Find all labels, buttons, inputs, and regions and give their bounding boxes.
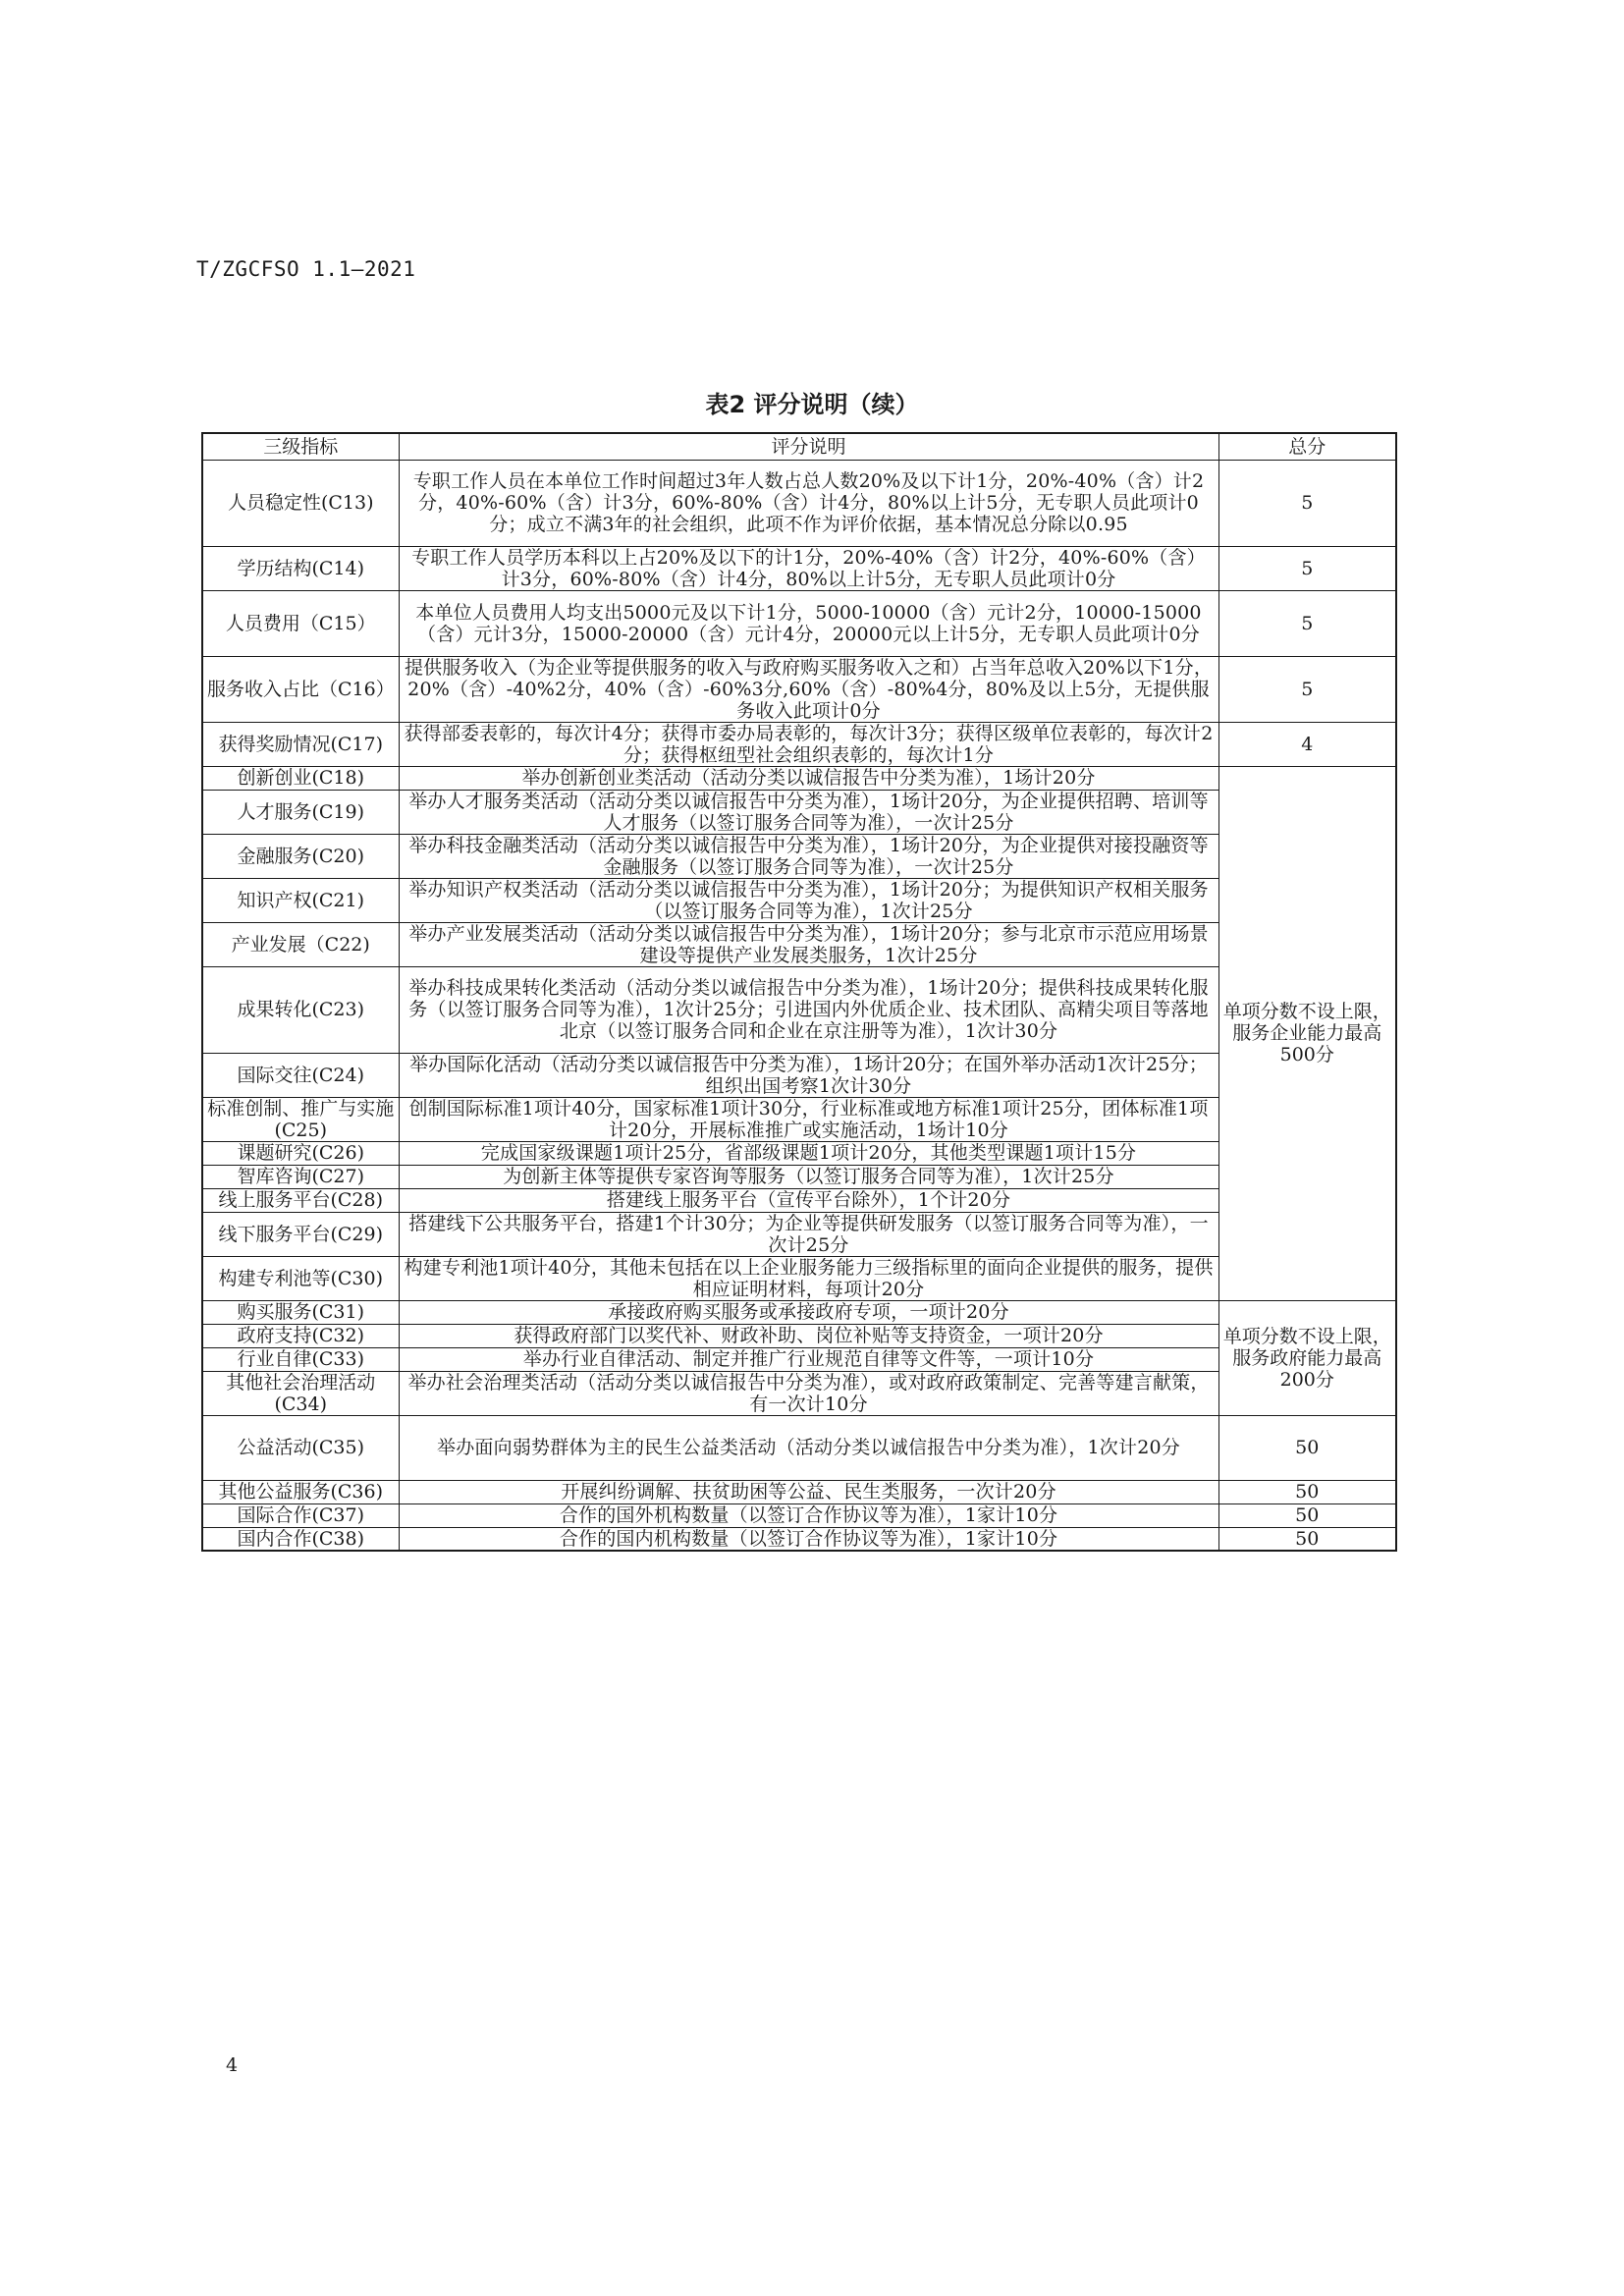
table-row <box>202 1053 1396 1097</box>
table-row <box>202 1371 1396 1415</box>
indicator-cell: 线上服务平台(C28) <box>202 1188 399 1212</box>
description-cell: 获得部委表彰的，每次计4分；获得市委办局表彰的，每次计3分；获得区级单位表彰的，每次计2分；获得枢纽型社会组织表彰的，每次计1分 <box>399 722 1218 766</box>
indicator-cell: 线下服务平台(C29) <box>202 1212 399 1256</box>
description-cell: 举办创新创业类活动（活动分类以诚信报告中分类为准），1场计20分 <box>399 766 1218 790</box>
total-cell: 50 <box>1218 1503 1396 1527</box>
indicator-cell: 构建专利池等(C30) <box>202 1256 399 1300</box>
indicator-cell: 知识产权(C21) <box>202 878 399 922</box>
description-cell: 完成国家级课题1项计25分，省部级课题1项计20分，其他类型课题1项计15分 <box>399 1141 1218 1165</box>
indicator-cell: 国际合作(C37) <box>202 1503 399 1527</box>
table-row <box>202 766 1396 790</box>
indicator-cell: 获得奖励情况(C17) <box>202 722 399 766</box>
page-number: 4 <box>226 2054 239 2076</box>
indicator-cell: 其他公益服务(C36) <box>202 1480 399 1503</box>
total-cell: 5 <box>1218 656 1396 722</box>
document-code: T/ZGCFSO 1.1—2021 <box>196 257 416 281</box>
table-row <box>202 1503 1396 1527</box>
indicator-cell: 创新创业(C18) <box>202 766 399 790</box>
total-cell: 50 <box>1218 1527 1396 1551</box>
table-row <box>202 1527 1396 1551</box>
merged-total-cell-government: 单项分数不设上限，服务政府能力最高200分 <box>1218 1300 1396 1415</box>
indicator-cell: 国际交往(C24) <box>202 1053 399 1097</box>
indicator-cell: 其他社会治理活动(C34) <box>202 1371 399 1415</box>
description-cell: 搭建线下公共服务平台，搭建1个计30分；为企业等提供研发服务（以签订服务合同等为准），一次计25分 <box>399 1212 1218 1256</box>
table-row <box>202 1324 1396 1347</box>
description-cell: 举办面向弱势群体为主的民生公益类活动（活动分类以诚信报告中分类为准），1次计20分 <box>399 1415 1218 1480</box>
table-row <box>202 834 1396 878</box>
table-row <box>202 1141 1396 1165</box>
table-row <box>202 1415 1396 1480</box>
indicator-cell: 国内合作(C38) <box>202 1527 399 1551</box>
column-header-total: 总分 <box>1218 433 1396 460</box>
description-cell: 本单位人员费用人均支出5000元及以下计1分，5000-10000（含）元计2分，10000-15000（含）元计3分，15000-20000（含）元计4分，20000元以上计5分，无专职人员此项计0分 <box>399 590 1218 656</box>
description-cell: 获得政府部门以奖代补、财政补助、岗位补贴等支持资金，一项计20分 <box>399 1324 1218 1347</box>
table-header-row <box>202 433 1396 460</box>
table-title: 表2 评分说明（续） <box>705 391 919 418</box>
table-row <box>202 966 1396 1053</box>
description-cell: 专职工作人员在本单位工作时间超过3年人数占总人数20%及以下计1分，20%-40%（含）计2分，40%-60%（含）计3分，60%-80%（含）计4分，80%以上计5分，无专职人员此项计0分；成立不满3年的社会组织，此项不作为评价依据，基本情况总分除以0.95 <box>399 460 1218 546</box>
indicator-cell: 人员费用（C15） <box>202 590 399 656</box>
indicator-cell: 标准创制、推广与实施(C25) <box>202 1097 399 1141</box>
description-cell: 构建专利池1项计40分，其他未包括在以上企业服务能力三级指标里的面向企业提供的服务，提供相应证明材料，每项计20分 <box>399 1256 1218 1300</box>
description-cell: 提供服务收入（为企业等提供服务的收入与政府购买服务收入之和）占当年总收入20%以下1分，20%（含）-40%2分，40%（含）-60%3分,60%（含）-80%4分，80%及以上5分，无提供服务收入此项计0分 <box>399 656 1218 722</box>
total-cell: 50 <box>1218 1415 1396 1480</box>
indicator-cell: 学历结构(C14) <box>202 546 399 590</box>
indicator-cell: 智库咨询(C27) <box>202 1165 399 1188</box>
description-cell: 专职工作人员学历本科以上占20%及以下的计1分，20%-40%（含）计2分，40%-60%（含）计3分，60%-80%（含）计4分，80%以上计5分，无专职人员此项计0分 <box>399 546 1218 590</box>
description-cell: 举办科技成果转化类活动（活动分类以诚信报告中分类为准），1场计20分；提供科技成果转化服务（以签订服务合同等为准），1次计25分；引进国内外优质企业、技术团队、高精尖项目等落地北京（以签订服务合同和企业在京注册等为准），1次计30分 <box>399 966 1218 1053</box>
indicator-cell: 人员稳定性(C13) <box>202 460 399 546</box>
description-cell: 搭建线上服务平台（宣传平台除外），1个计20分 <box>399 1188 1218 1212</box>
indicator-cell: 课题研究(C26) <box>202 1141 399 1165</box>
description-cell: 创制国际标准1项计40分，国家标准1项计30分，行业标准或地方标准1项计25分，团体标准1项计20分，开展标准推广或实施活动，1场计10分 <box>399 1097 1218 1141</box>
indicator-cell: 行业自律(C33) <box>202 1347 399 1371</box>
table-row <box>202 1097 1396 1141</box>
total-cell: 5 <box>1218 460 1396 546</box>
indicator-cell: 公益活动(C35) <box>202 1415 399 1480</box>
description-cell: 举办社会治理类活动（活动分类以诚信报告中分类为准），或对政府政策制定、完善等建言献策，有一次计10分 <box>399 1371 1218 1415</box>
column-header-description: 评分说明 <box>399 433 1218 460</box>
description-cell: 举办行业自律活动、制定并推广行业规范自律等文件等，一项计10分 <box>399 1347 1218 1371</box>
description-cell: 合作的国内机构数量（以签订合作协议等为准），1家计10分 <box>399 1527 1218 1551</box>
table-row <box>202 656 1396 722</box>
total-cell: 5 <box>1218 546 1396 590</box>
description-cell: 合作的国外机构数量（以签订合作协议等为准），1家计10分 <box>399 1503 1218 1527</box>
table-row <box>202 546 1396 590</box>
description-cell: 开展纠纷调解、扶贫助困等公益、民生类服务，一次计20分 <box>399 1480 1218 1503</box>
table-row <box>202 1256 1396 1300</box>
table-row <box>202 460 1396 546</box>
indicator-cell: 购买服务(C31) <box>202 1300 399 1324</box>
table-row <box>202 1300 1396 1324</box>
table-row <box>202 1480 1396 1503</box>
description-cell: 举办知识产权类活动（活动分类以诚信报告中分类为准），1场计20分；为提供知识产权相关服务（以签订服务合同等为准），1次计25分 <box>399 878 1218 922</box>
scoring-table <box>201 432 1397 1552</box>
table-row <box>202 790 1396 834</box>
description-cell: 举办产业发展类活动（活动分类以诚信报告中分类为准），1场计20分；参与北京市示范应用场景建设等提供产业发展类服务，1次计25分 <box>399 922 1218 966</box>
indicator-cell: 金融服务(C20) <box>202 834 399 878</box>
total-cell: 5 <box>1218 590 1396 656</box>
column-header-indicator: 三级指标 <box>202 433 399 460</box>
table-row <box>202 590 1396 656</box>
total-cell: 50 <box>1218 1480 1396 1503</box>
description-cell: 承接政府购买服务或承接政府专项，一项计20分 <box>399 1300 1218 1324</box>
description-cell: 举办人才服务类活动（活动分类以诚信报告中分类为准），1场计20分，为企业提供招聘、培训等人才服务（以签订服务合同等为准），一次计25分 <box>399 790 1218 834</box>
table-row <box>202 1165 1396 1188</box>
indicator-cell: 产业发展（C22) <box>202 922 399 966</box>
indicator-cell: 人才服务(C19) <box>202 790 399 834</box>
table-row <box>202 722 1396 766</box>
indicator-cell: 成果转化(C23) <box>202 966 399 1053</box>
total-cell: 4 <box>1218 722 1396 766</box>
description-cell: 举办科技金融类活动（活动分类以诚信报告中分类为准），1场计20分，为企业提供对接投融资等金融服务（以签订服务合同等为准），一次计25分 <box>399 834 1218 878</box>
table-row <box>202 1347 1396 1371</box>
description-cell: 为创新主体等提供专家咨询等服务（以签订服务合同等为准），1次计25分 <box>399 1165 1218 1188</box>
table-row <box>202 922 1396 966</box>
indicator-cell: 政府支持(C32) <box>202 1324 399 1347</box>
description-cell: 举办国际化活动（活动分类以诚信报告中分类为准），1场计20分；在国外举办活动1次计25分；组织出国考察1次计30分 <box>399 1053 1218 1097</box>
merged-total-cell-enterprise: 单项分数不设上限，服务企业能力最高500分 <box>1218 766 1396 1300</box>
table-row <box>202 1212 1396 1256</box>
table-row <box>202 878 1396 922</box>
indicator-cell: 服务收入占比（C16） <box>202 656 399 722</box>
table-row <box>202 1188 1396 1212</box>
